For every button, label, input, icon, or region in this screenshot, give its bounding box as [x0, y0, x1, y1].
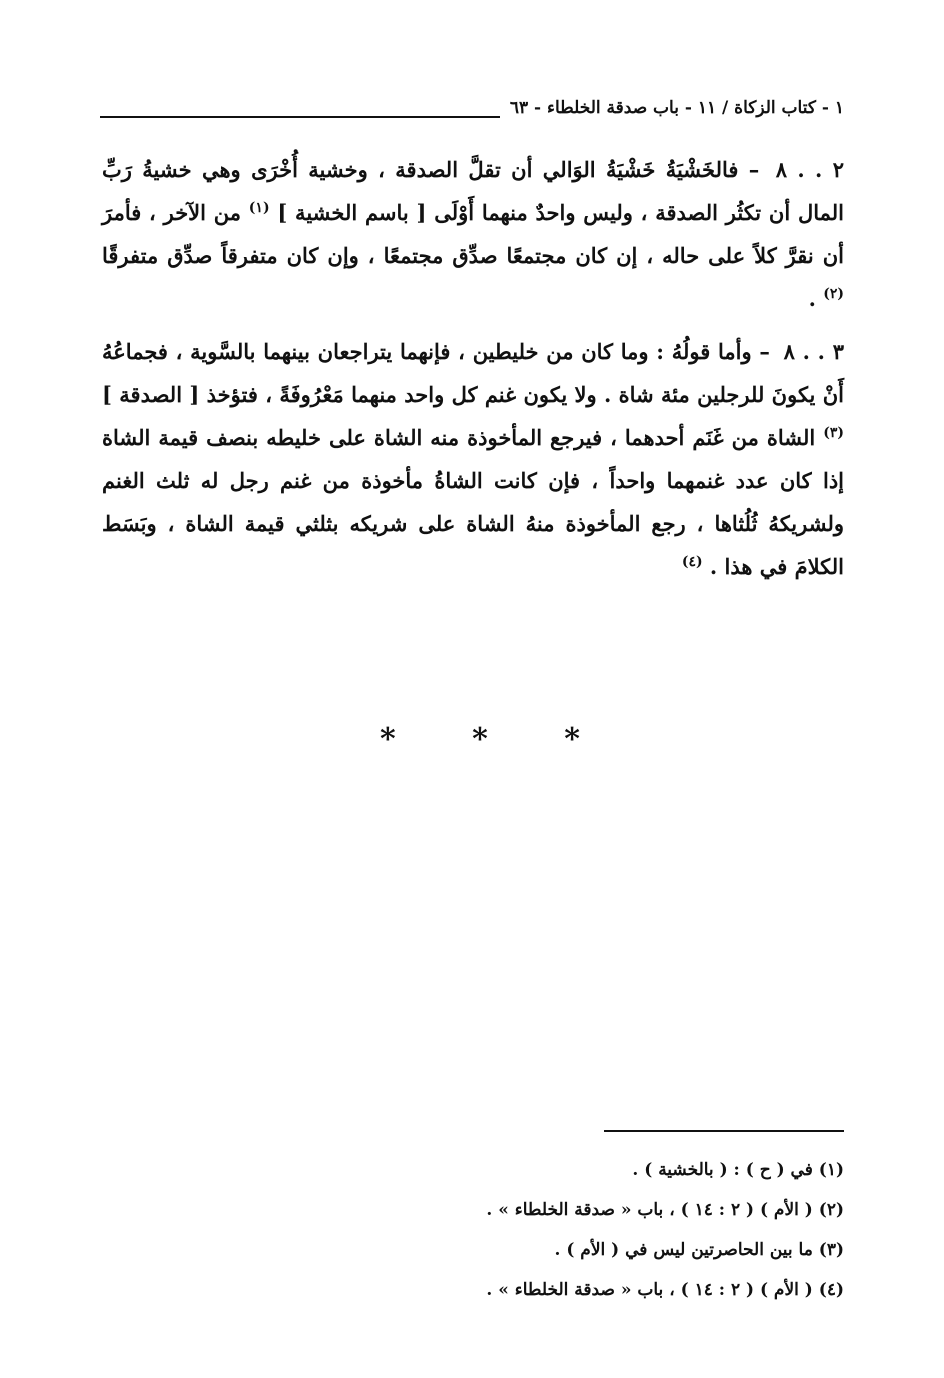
paragraph-text: .	[808, 286, 816, 311]
section-separator	[380, 722, 580, 757]
footnotes	[300, 1150, 844, 1310]
main-text	[102, 148, 844, 598]
running-header	[100, 96, 844, 126]
paragraph-8-2	[102, 148, 844, 320]
footnote-ref-4[interactable]: (٤)	[681, 554, 703, 570]
paragraph-number: ٢ . . ٨	[775, 157, 845, 182]
footnote-ref-1[interactable]: (١)	[248, 200, 270, 216]
asterisk-mark: *	[472, 722, 488, 757]
footnote-rule	[604, 1130, 844, 1132]
paragraph-number: ٣ . . ٨	[783, 339, 845, 364]
footnote-1: (١) في ( ح ) : ( بالخشية ) .	[632, 1160, 844, 1180]
paragraph-text: من الآخر ، فأمرَ أن نقرَّ كلاً على حاله ، إن كان مجتمعًا صدِّق مجتمعًا ، وإن كان متفرقاً صدِّق متفرقًا	[102, 200, 844, 268]
footnote-ref-2[interactable]: (٢)	[823, 286, 844, 302]
header-title: ١ - كتاب الزكاة / ١١ - باب صدقة الخلطاء - ٦٣	[500, 98, 844, 118]
footnote-ref-3[interactable]: (٣)	[823, 425, 844, 441]
footnote-2: (٢) ( الأم ) ( ٢ : ١٤ ) ، باب « صدقة الخلطاء » .	[486, 1200, 844, 1220]
asterisk-mark: *	[564, 722, 580, 757]
paragraph-8-3	[102, 330, 844, 588]
paragraph-text: – فالخَشْيَةُ خَشْيَةُ الوَالي أن تقلَّ الصدقة ، وخشية أُخْرَى وهي خشيةُ رَبِّ المال أن تكثُر الصدقة ، وليس واحدٌ منهما أَوْلَى [ باسم الخشية ]	[102, 157, 844, 225]
footnote-4: (٤) ( الأم ) ( ٢ : ١٤ ) ، باب « صدقة الخلطاء » .	[486, 1280, 844, 1300]
asterisk-mark: *	[380, 722, 396, 757]
paragraph-text: الشاة من غَنَم أحدهما ، فيرجع المأخوذة منه الشاة على خليطه بنصف قيمة الشاة إذا كان عدد غنمهما واحداً ، فإن كانت الشاةُ مأخوذة من غنم رجل له ثلث الغنم ولشريكهُ ثُلُثاها ، رجع المأخوذة منهُ الشاة على شريكه بثلثي قيمة الشاة ، وبَسَط الكلامَ في هذا .	[102, 425, 844, 579]
footnote-3: (٣) ما بين الحاصرتين ليس في ( الأم ) .	[554, 1240, 844, 1260]
paragraph-text: – وأما قولُهُ : وما كان من خليطين ، فإنهما يتراجعان بينهما بالسَّوية ، فجماعُهُ أَنْ يكونَ للرجلين مئة شاة . ولا يكون غنم كل واحد منهما مَعْرُوفَةً ، فتؤخذ [ الصدقة ]	[102, 339, 844, 407]
